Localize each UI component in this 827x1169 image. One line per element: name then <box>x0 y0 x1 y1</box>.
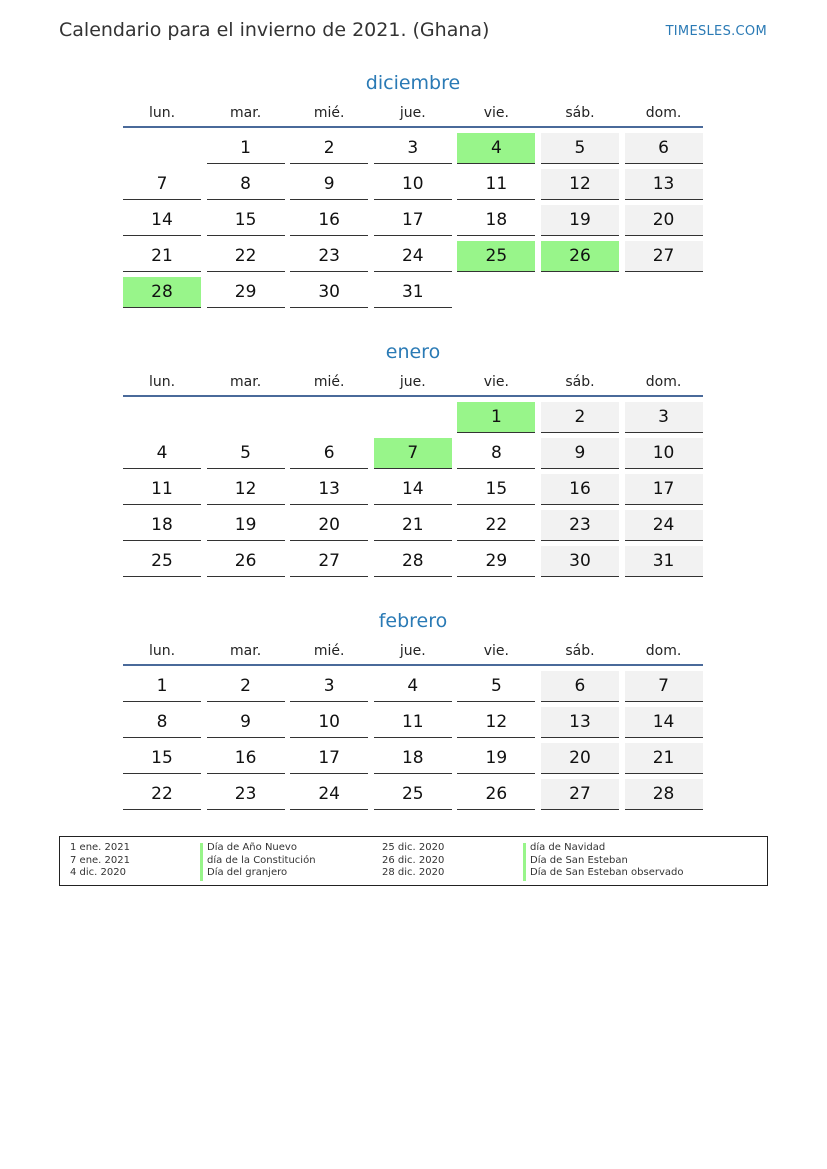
weekday-label: jue. <box>399 105 426 121</box>
day-cell: 8 <box>207 169 285 200</box>
legend-holiday-name: Día de San Esteban <box>530 854 628 866</box>
day-cell: 21 <box>123 241 201 272</box>
weekday-header <box>123 373 703 397</box>
month-february <box>123 608 703 810</box>
day-cell: 31 <box>625 546 703 577</box>
day-cell: 17 <box>374 205 452 236</box>
day-cell: 10 <box>625 438 703 469</box>
day-cell: 10 <box>374 169 452 200</box>
day-cell: 22 <box>207 241 285 272</box>
day-cell: 25 <box>123 546 201 577</box>
day-cell: 4 <box>123 438 201 469</box>
weekday-label: sáb. <box>565 643 595 659</box>
weekday-label: lun. <box>148 643 176 659</box>
day-cell: 12 <box>207 474 285 505</box>
month-december <box>123 70 703 308</box>
day-grid <box>123 402 703 577</box>
day-cell: 9 <box>541 438 619 469</box>
day-cell: 8 <box>123 707 201 738</box>
day-cell: 14 <box>123 205 201 236</box>
weekday-label: sáb. <box>565 374 595 390</box>
day-cell: 1 <box>207 133 285 164</box>
weekday-label: lun. <box>148 374 176 390</box>
day-cell: 26 <box>457 779 535 810</box>
day-cell: 6 <box>625 133 703 164</box>
weekday-label: dom. <box>645 374 682 390</box>
day-cell: 16 <box>290 205 368 236</box>
day-cell: 24 <box>625 510 703 541</box>
day-cell: 28 <box>625 779 703 810</box>
holiday-day-cell: 28 <box>123 277 201 308</box>
month-name: diciembre <box>365 72 461 94</box>
day-cell: 26 <box>207 546 285 577</box>
day-cell: 22 <box>457 510 535 541</box>
day-cell: 27 <box>290 546 368 577</box>
day-cell: 28 <box>374 546 452 577</box>
holiday-day-cell: 1 <box>457 402 535 433</box>
day-cell: 27 <box>541 779 619 810</box>
legend-marker <box>523 843 526 881</box>
day-cell: 6 <box>290 438 368 469</box>
legend-marker <box>200 843 203 881</box>
weekday-label: mié. <box>313 643 345 659</box>
day-cell: 14 <box>374 474 452 505</box>
day-cell: 30 <box>290 277 368 308</box>
weekday-label: vie. <box>483 643 509 659</box>
day-cell: 10 <box>290 707 368 738</box>
day-cell: 13 <box>541 707 619 738</box>
day-cell: 2 <box>290 133 368 164</box>
day-cell: 12 <box>457 707 535 738</box>
empty-cell <box>290 402 368 433</box>
weekday-label: vie. <box>483 105 509 121</box>
weekday-label: dom. <box>645 105 682 121</box>
day-cell: 3 <box>625 402 703 433</box>
day-cell: 19 <box>541 205 619 236</box>
legend-names-right <box>530 842 684 880</box>
weekday-label: vie. <box>483 374 509 390</box>
day-cell: 24 <box>374 241 452 272</box>
empty-cell <box>123 402 201 433</box>
legend-date: 7 ene. 2021 <box>70 854 130 866</box>
legend-date: 1 ene. 2021 <box>70 842 130 853</box>
site-link[interactable]: TIMESLES.COM <box>665 24 767 39</box>
legend-date: 25 dic. 2020 <box>382 842 445 853</box>
holiday-day-cell: 7 <box>374 438 452 469</box>
day-cell: 29 <box>457 546 535 577</box>
day-cell: 18 <box>457 205 535 236</box>
day-cell: 14 <box>625 707 703 738</box>
empty-cell <box>123 133 201 164</box>
weekday-label: mié. <box>313 374 345 390</box>
day-cell: 13 <box>290 474 368 505</box>
day-cell: 23 <box>290 241 368 272</box>
day-cell: 7 <box>123 169 201 200</box>
day-grid <box>123 671 703 810</box>
day-cell: 5 <box>541 133 619 164</box>
legend-names-left <box>207 842 316 880</box>
day-cell: 3 <box>290 671 368 702</box>
weekday-label: mar. <box>230 374 262 390</box>
day-cell: 21 <box>625 743 703 774</box>
day-cell: 17 <box>290 743 368 774</box>
day-cell: 9 <box>207 707 285 738</box>
day-cell: 27 <box>625 241 703 272</box>
weekday-label: lun. <box>148 105 176 121</box>
day-cell: 11 <box>374 707 452 738</box>
day-cell: 20 <box>290 510 368 541</box>
month-january <box>123 339 703 577</box>
day-cell: 20 <box>625 205 703 236</box>
day-cell: 30 <box>541 546 619 577</box>
legend-holiday-name: Día del granjero <box>207 867 288 878</box>
legend-date: 26 dic. 2020 <box>382 854 445 866</box>
day-cell: 11 <box>123 474 201 505</box>
empty-cell <box>207 402 285 433</box>
month-name: enero <box>385 341 441 363</box>
day-cell: 18 <box>123 510 201 541</box>
day-cell: 3 <box>374 133 452 164</box>
legend-holiday-name: Día de Año Nuevo <box>207 842 297 853</box>
day-cell: 13 <box>625 169 703 200</box>
weekday-label: dom. <box>645 643 682 659</box>
day-cell: 24 <box>290 779 368 810</box>
day-cell: 4 <box>374 671 452 702</box>
weekday-header <box>123 642 703 666</box>
day-cell: 16 <box>207 743 285 774</box>
day-cell: 11 <box>457 169 535 200</box>
legend-holiday-name: Día de San Esteban observado <box>530 867 684 878</box>
day-cell: 2 <box>207 671 285 702</box>
page-title: Calendario para el invierno de 2021. (Ghana) <box>59 19 490 41</box>
weekday-label: sáb. <box>565 105 595 121</box>
day-cell: 15 <box>207 205 285 236</box>
day-cell: 23 <box>207 779 285 810</box>
holiday-legend <box>59 836 768 886</box>
legend-dates-left <box>70 842 130 880</box>
weekday-label: mié. <box>313 105 345 121</box>
day-cell: 25 <box>374 779 452 810</box>
legend-date: 4 dic. 2020 <box>70 867 126 878</box>
weekday-label: jue. <box>399 643 426 659</box>
day-cell: 21 <box>374 510 452 541</box>
day-cell: 16 <box>541 474 619 505</box>
day-cell: 7 <box>625 671 703 702</box>
month-name: febrero <box>378 610 448 632</box>
legend-dates-right <box>382 842 444 880</box>
day-cell: 8 <box>457 438 535 469</box>
day-cell: 15 <box>123 743 201 774</box>
day-cell: 15 <box>457 474 535 505</box>
day-cell: 6 <box>541 671 619 702</box>
legend-date: 28 dic. 2020 <box>382 867 445 878</box>
weekday-label: jue. <box>399 374 426 390</box>
day-cell: 20 <box>541 743 619 774</box>
holiday-day-cell: 26 <box>541 241 619 272</box>
day-cell: 19 <box>457 743 535 774</box>
day-cell: 18 <box>374 743 452 774</box>
day-grid <box>123 133 703 308</box>
day-cell: 2 <box>541 402 619 433</box>
day-cell: 5 <box>207 438 285 469</box>
legend-holiday-name: día de Navidad <box>530 842 606 853</box>
day-cell: 5 <box>457 671 535 702</box>
holiday-day-cell: 25 <box>457 241 535 272</box>
day-cell: 22 <box>123 779 201 810</box>
day-cell: 9 <box>290 169 368 200</box>
weekday-label: mar. <box>230 643 262 659</box>
day-cell: 1 <box>123 671 201 702</box>
day-cell: 19 <box>207 510 285 541</box>
holiday-day-cell: 4 <box>457 133 535 164</box>
day-cell: 23 <box>541 510 619 541</box>
day-cell: 29 <box>207 277 285 308</box>
day-cell: 31 <box>374 277 452 308</box>
day-cell: 17 <box>625 474 703 505</box>
weekday-label: mar. <box>230 105 262 121</box>
legend-holiday-name: día de la Constitución <box>207 854 316 866</box>
weekday-header <box>123 104 703 128</box>
day-cell: 12 <box>541 169 619 200</box>
empty-cell <box>374 402 452 433</box>
